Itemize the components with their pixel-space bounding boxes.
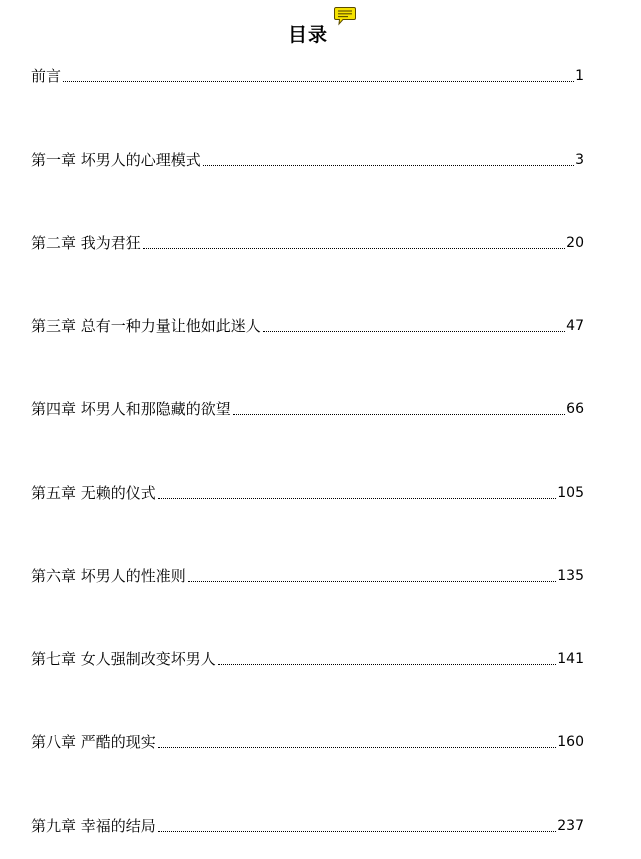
toc-entry-label: 第八章 严酷的现实 (31, 733, 156, 751)
toc-entry-page: 66 (566, 401, 584, 417)
toc-entry[interactable] (31, 564, 584, 586)
toc-entry-page: 20 (566, 235, 584, 251)
toc-entry[interactable] (31, 647, 584, 669)
dot-leader (203, 165, 574, 166)
toc-entry-label: 第七章 女人强制改变坏男人 (31, 650, 216, 668)
toc-entry-page: 1 (575, 68, 584, 84)
toc-entry-page: 237 (557, 818, 584, 834)
dot-leader (233, 414, 565, 415)
dot-leader (158, 747, 556, 748)
toc-entry-label: 第四章 坏男人和那隐藏的欲望 (31, 400, 231, 418)
toc-entry[interactable] (31, 730, 584, 752)
dot-leader (188, 581, 556, 582)
toc-entry-page: 3 (575, 152, 584, 168)
dot-leader (63, 81, 574, 82)
toc-entry-page: 160 (557, 734, 584, 750)
dot-leader (158, 498, 556, 499)
toc-entry-label: 第九章 幸福的结局 (31, 817, 156, 835)
toc-entry[interactable] (31, 148, 584, 170)
dot-leader (143, 248, 565, 249)
toc-entry[interactable] (31, 397, 584, 419)
toc-entry-page: 47 (566, 318, 584, 334)
toc-entry[interactable] (31, 314, 584, 336)
toc-title: 目录 (287, 24, 328, 46)
toc-entry-label: 前言 (31, 67, 62, 85)
toc-entry[interactable] (31, 481, 584, 503)
toc-entry-label: 第一章 坏男人的心理模式 (31, 151, 201, 169)
dot-leader (218, 664, 556, 665)
comment-note-icon[interactable] (334, 6, 356, 26)
toc-entry[interactable] (31, 64, 584, 86)
toc-entry-label: 第五章 无赖的仪式 (31, 484, 156, 502)
toc-entry-label: 第二章 我为君狂 (31, 234, 141, 252)
dot-leader (158, 831, 556, 832)
toc-entry-page: 141 (557, 651, 584, 667)
toc-entry-label: 第六章 坏男人的性准则 (31, 567, 186, 585)
toc-entry[interactable] (31, 814, 584, 836)
toc-entry-page: 135 (557, 568, 584, 584)
toc-entry-page: 105 (557, 485, 584, 501)
toc-entry[interactable] (31, 231, 584, 253)
toc-entry-label: 第三章 总有一种力量让他如此迷人 (31, 317, 261, 335)
dot-leader (263, 331, 565, 332)
